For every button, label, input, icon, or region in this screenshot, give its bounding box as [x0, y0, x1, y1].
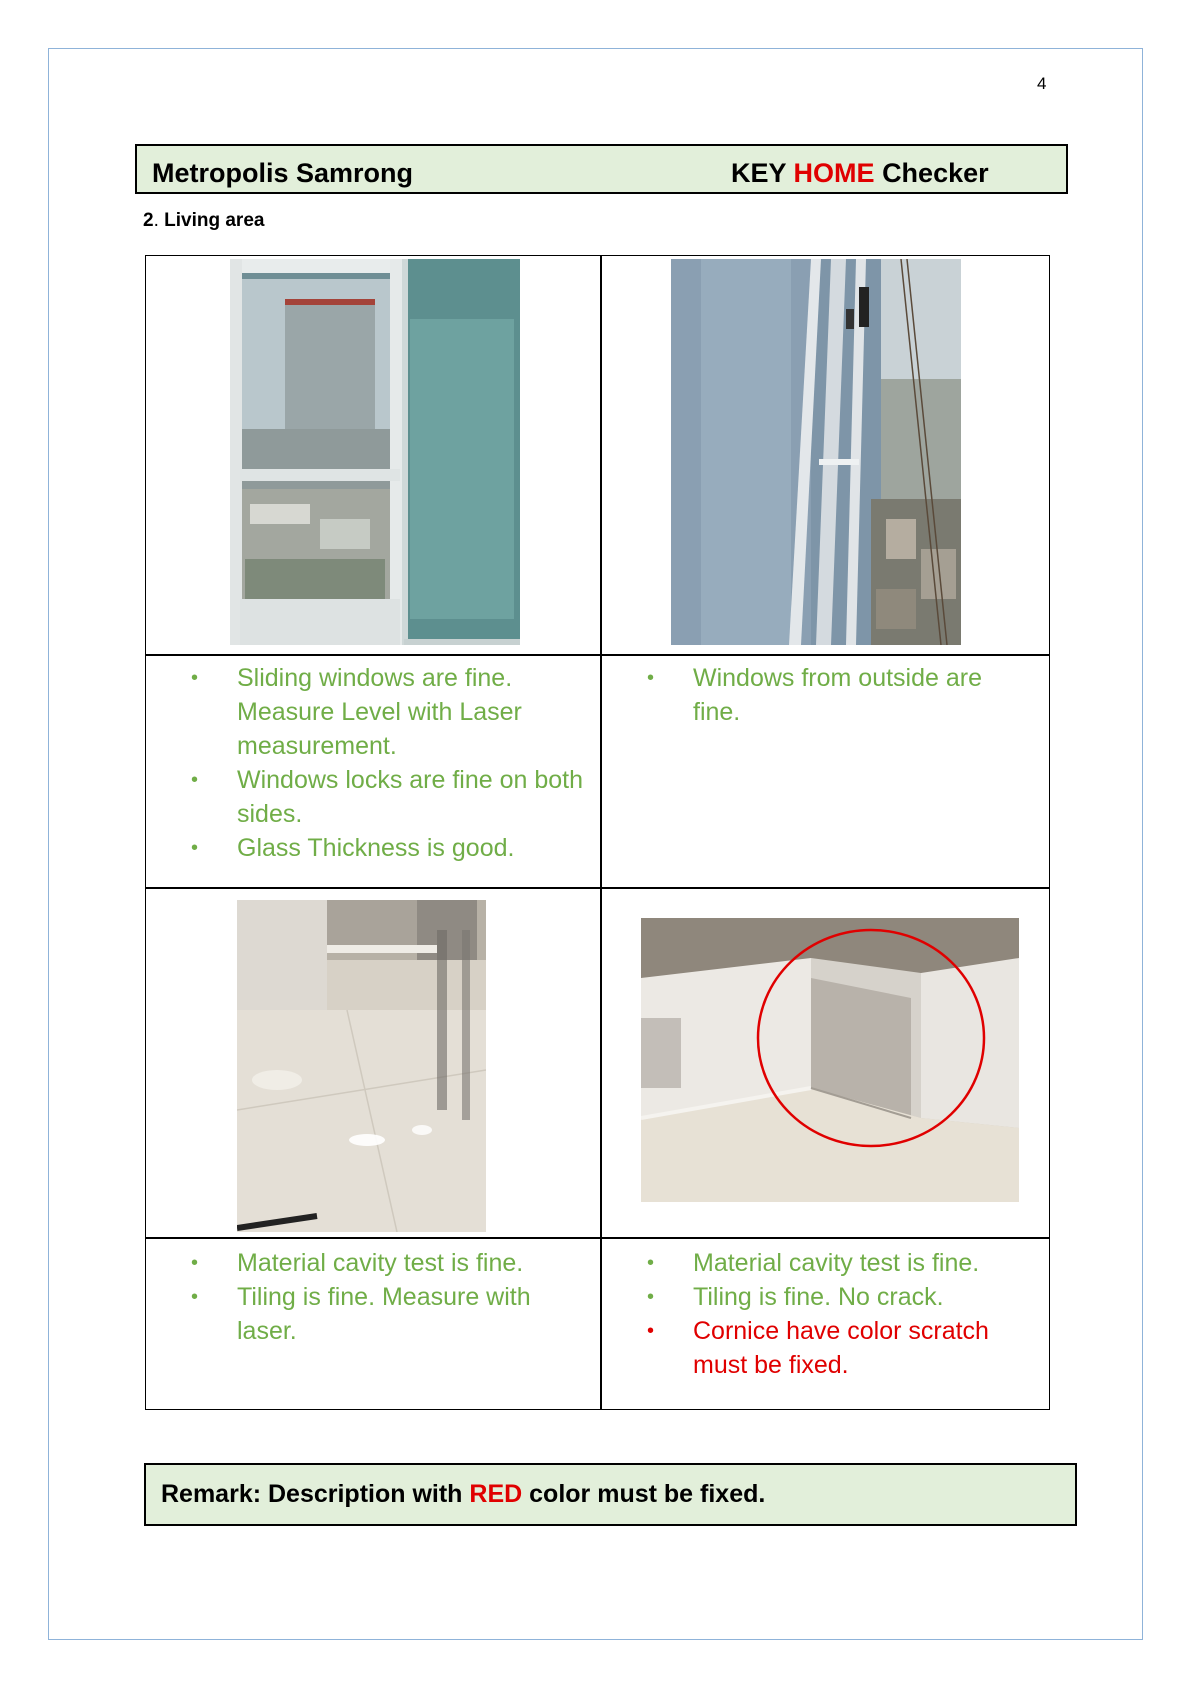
photo-floor-tiling	[237, 900, 486, 1232]
photo-window-outside	[671, 259, 961, 645]
note-text: Material cavity test is fine.	[237, 1249, 524, 1277]
bullet-icon: •	[191, 1252, 199, 1274]
brand-prefix: KEY	[731, 158, 787, 188]
list-item	[191, 1280, 571, 1348]
page-number: 4	[1037, 74, 1047, 93]
list-item	[191, 763, 591, 831]
list-item	[647, 1246, 1027, 1280]
brand-highlight: HOME	[793, 158, 875, 188]
brand-title	[731, 158, 989, 189]
bullet-icon: •	[191, 769, 199, 791]
photo-cornice-scratch	[641, 918, 1019, 1202]
brand-suffix: Checker	[882, 158, 989, 188]
header-bar	[135, 144, 1068, 194]
note-text: Material cavity test is fine.	[693, 1249, 980, 1277]
remark-text	[161, 1480, 765, 1509]
table-divider-horizontal	[145, 654, 1050, 656]
row2-left-notes	[191, 1246, 571, 1348]
note-text: Glass Thickness is good.	[237, 834, 515, 862]
bullet-icon: •	[191, 667, 199, 689]
remark-suffix: color must be fixed.	[529, 1480, 766, 1508]
section-heading	[143, 210, 264, 232]
bullet-icon: •	[647, 667, 655, 689]
list-item	[191, 831, 591, 865]
row2-right-notes	[647, 1246, 1027, 1382]
photo-sliding-window	[230, 259, 520, 645]
row1-left-notes	[191, 661, 591, 865]
bullet-icon: •	[647, 1320, 655, 1342]
note-text: Cornice have color scratch must be fixed.	[693, 1317, 989, 1379]
table-divider-horizontal	[145, 1237, 1050, 1239]
bullet-icon: •	[191, 1286, 199, 1308]
remark-prefix: Remark: Description with	[161, 1480, 463, 1508]
bullet-icon: •	[647, 1252, 655, 1274]
note-text: Windows from outside are fine.	[693, 664, 983, 726]
bullet-icon: •	[191, 837, 199, 859]
remark-box	[144, 1463, 1077, 1526]
list-item	[647, 1280, 1027, 1314]
note-text: Tiling is fine. No crack.	[693, 1283, 944, 1311]
list-item-fix	[647, 1314, 1027, 1382]
remark-highlight: RED	[469, 1480, 523, 1508]
project-title: Metropolis Samrong	[152, 158, 414, 188]
section-separator: .	[153, 210, 159, 231]
note-text: Tiling is fine. Measure with laser.	[237, 1283, 531, 1345]
note-text: Sliding windows are fine. Measure Level with Laser measurement.	[237, 664, 522, 760]
row1-right-notes	[647, 661, 1022, 729]
list-item	[647, 661, 1022, 729]
section-title: Living area	[164, 210, 265, 231]
section-number: 2	[143, 210, 154, 231]
note-text: Windows locks are fine on both sides.	[237, 766, 584, 828]
bullet-icon: •	[647, 1286, 655, 1308]
list-item	[191, 661, 591, 763]
table-divider-horizontal	[145, 887, 1050, 889]
list-item	[191, 1246, 571, 1280]
